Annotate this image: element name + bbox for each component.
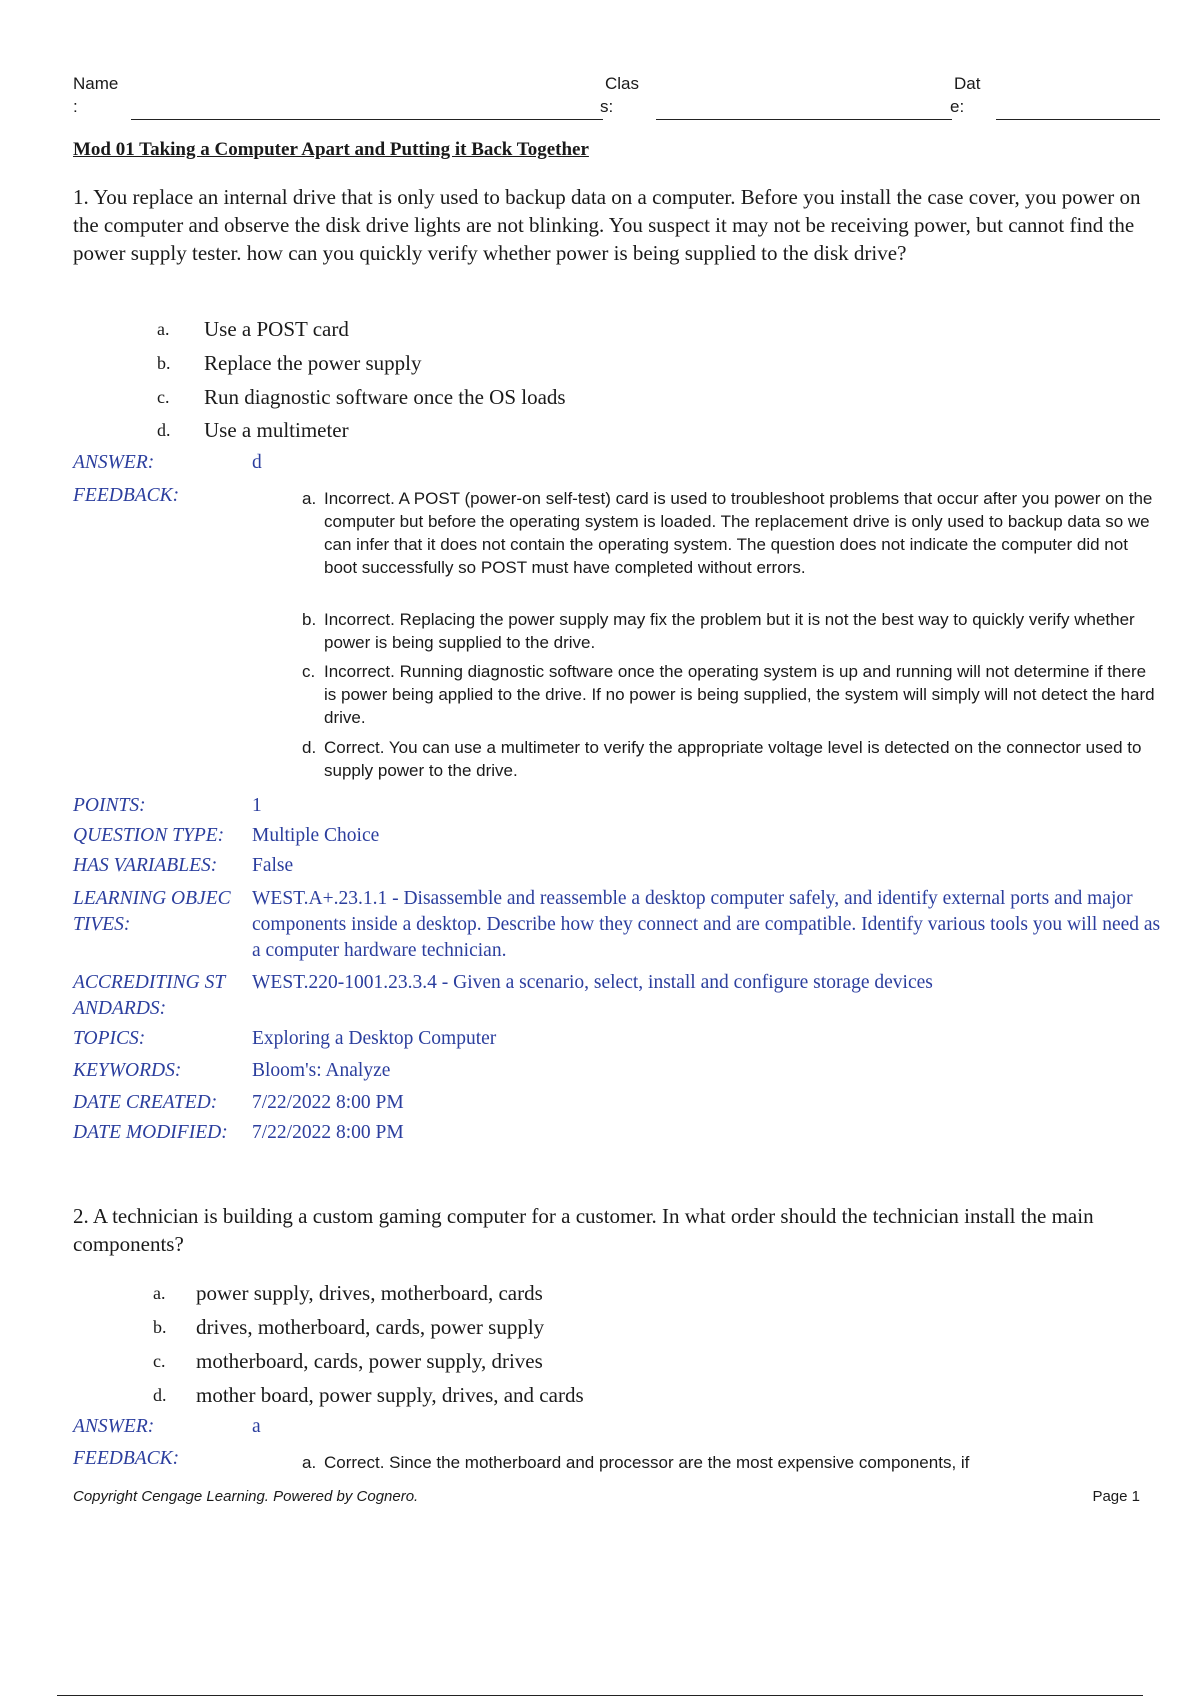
option-letter: a.: [157, 319, 170, 339]
feedback-item-c: [302, 660, 1162, 729]
accrediting-standards-label-1: ACCREDITING ST: [73, 972, 226, 993]
date-label: Dat: [954, 74, 981, 93]
has-variables-value: False: [252, 855, 294, 876]
points-label: POINTS:: [73, 795, 146, 816]
feedback-text: Incorrect. A POST (power-on self-test) card is used to troubleshoot problems that occur after you power on the computer but before the operating system is loaded. The replacement drive is only used to backup data so we can infer that it does not contain the operating system. The question does not indicate the computer did not boot successfully so POST must have completed without errors.: [324, 489, 1153, 577]
feedback-text: Correct. Since the motherboard and processor are the most expensive components, if: [324, 1453, 970, 1472]
option-text: drives, motherboard, cards, power supply: [196, 1315, 545, 1339]
question-2-text: 2. A technician is building a custom gaming computer for a customer. In what order should the technician install the main components?: [73, 1204, 1094, 1256]
footer-page-number: Page 1: [1092, 1488, 1140, 1505]
option-letter: b.: [153, 1317, 167, 1337]
answer-value: d: [252, 452, 262, 473]
option-letter: a.: [153, 1283, 166, 1303]
accrediting-standards-label-2: ANDARDS:: [73, 998, 167, 1019]
feedback-letter: c.: [302, 662, 316, 681]
option-text: Run diagnostic software once the OS loads: [204, 385, 566, 409]
date-colon: e:: [950, 97, 965, 116]
date-created-value: 7/22/2022 8:00 PM: [252, 1092, 404, 1113]
option-text: Use a POST card: [204, 317, 349, 341]
feedback-letter: a.: [302, 489, 317, 508]
feedback-label: FEEDBACK:: [73, 485, 180, 506]
question-type-label: QUESTION TYPE:: [73, 825, 225, 846]
feedback-text: Incorrect. Running diagnostic software once the operating system is up and running will not determine if there is power being applied to the drive. If no power is being supplied, the system will simply will not detect the hard drive.: [324, 662, 1155, 727]
name-label: Name: [73, 74, 119, 93]
module-title: Mod 01 Taking a Computer Apart and Putting it Back Together: [73, 139, 589, 160]
learning-objectives-label-2: TIVES:: [73, 914, 131, 935]
option-letter: d.: [153, 1385, 167, 1405]
topics-label: TOPICS:: [73, 1028, 146, 1049]
option-text: power supply, drives, motherboard, cards: [196, 1281, 543, 1305]
bottom-divider: [57, 1695, 1143, 1696]
option-text: Use a multimeter: [204, 418, 349, 442]
feedback-letter: d.: [302, 738, 317, 757]
learning-objectives-value: WEST.A+.23.1.1 - Disassemble and reassemble a desktop computer safely, and identify external ports and major components inside a desktop. Describe how they connect and are compatible. Identify various tools you will need as a computer hardware technician.: [252, 888, 1161, 961]
feedback-text: Incorrect. Replacing the power supply may fix the problem but it is not the best way to quickly verify whether power is being supplied to the drive.: [324, 610, 1135, 652]
name-blank-line[interactable]: [131, 119, 603, 120]
date-blank-line[interactable]: [996, 119, 1160, 120]
date-modified-value: 7/22/2022 8:00 PM: [252, 1122, 404, 1143]
feedback-label: FEEDBACK:: [73, 1448, 180, 1469]
question-1-text: 1. You replace an internal drive that is only used to backup data on a computer. Before you install the case cover, you power on the computer and observe the disk drive lights are not blinking. You suspect it may not be receiving power, but cannot find the power supply tester. how can you quickly verify whether power is being supplied to the disk drive?: [73, 185, 1141, 265]
accrediting-standards-value: WEST.220-1001.23.3.4 - Given a scenario, select, install and configure storage devices: [252, 972, 933, 993]
topics-value: Exploring a Desktop Computer: [252, 1028, 497, 1049]
footer-copyright: Copyright Cengage Learning. Powered by Cognero.: [73, 1488, 419, 1505]
option-letter: d.: [157, 420, 171, 440]
feedback-text: Correct. You can use a multimeter to verify the appropriate voltage level is detected on the connector used to supply power to the drive.: [324, 738, 1142, 780]
has-variables-label: HAS VARIABLES:: [73, 855, 218, 876]
option-letter: c.: [157, 387, 170, 407]
answer-label: ANSWER:: [73, 1416, 155, 1437]
class-label: Clas: [605, 74, 640, 93]
answer-label: ANSWER:: [73, 452, 155, 473]
feedback-item-b: [302, 608, 1162, 654]
feedback-item-a: [302, 1451, 1162, 1474]
name-colon: :: [73, 97, 78, 116]
answer-value: a: [252, 1416, 261, 1437]
feedback-letter: b.: [302, 610, 317, 629]
keywords-value: Bloom's: Analyze: [252, 1060, 391, 1081]
feedback-item-a: [302, 487, 1162, 579]
option-letter: c.: [153, 1351, 166, 1371]
question-type-value: Multiple Choice: [252, 825, 380, 846]
feedback-letter: a.: [302, 1453, 317, 1472]
date-modified-label: DATE MODIFIED:: [73, 1122, 228, 1143]
feedback-item-d: [302, 736, 1162, 782]
class-blank-line[interactable]: [656, 119, 952, 120]
option-text: motherboard, cards, power supply, drives: [196, 1349, 543, 1373]
keywords-label: KEYWORDS:: [73, 1060, 182, 1081]
class-colon: s:: [600, 97, 614, 116]
option-text: Replace the power supply: [204, 351, 422, 375]
date-created-label: DATE CREATED:: [73, 1092, 218, 1113]
learning-objectives-label-1: LEARNING OBJEC: [73, 888, 231, 909]
option-text: mother board, power supply, drives, and cards: [196, 1383, 584, 1407]
option-letter: b.: [157, 353, 171, 373]
points-value: 1: [252, 795, 262, 816]
